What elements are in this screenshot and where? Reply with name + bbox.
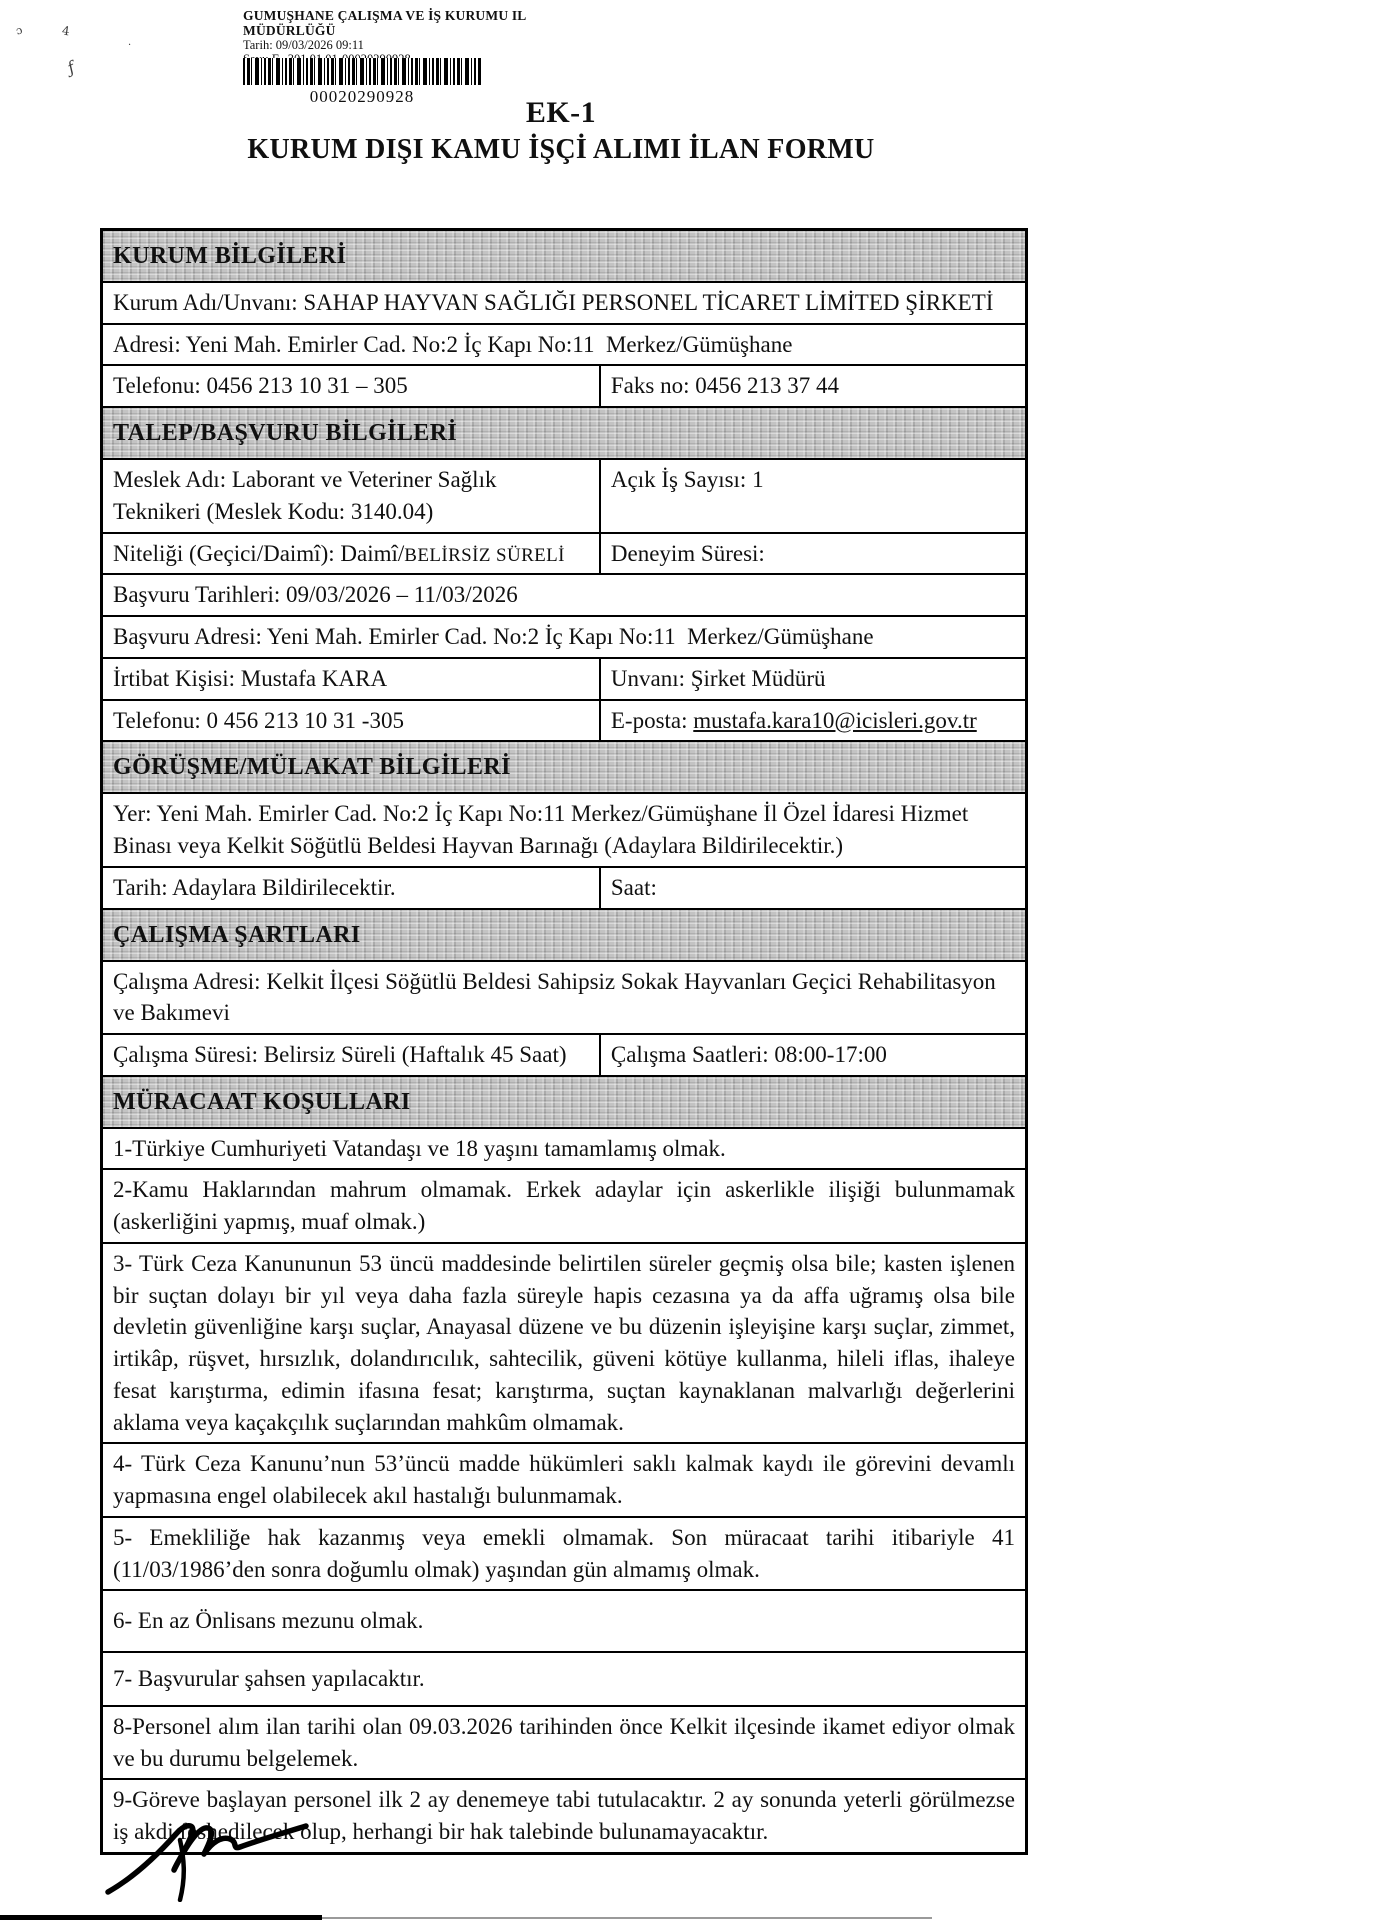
document-date: Tarih: 09/03/2026 09:11 [243,38,364,53]
cell-gorusme-tarih: Tarih: Adaylara Bildirilecektir. [103,868,601,908]
condition-item-8: 8-Personel alım ilan tarihi olan 09.03.2026 tarihinden önce Kelkit ilçesinde ikamet ediyor olmak ve bu durumu belgelemek. [103,1705,1025,1778]
handwritten-signature [102,1812,317,1902]
section-header-talep-basvuru: TALEP/BAŞVURU BİLGİLERİ [103,406,1025,458]
cell-calisma-suresi: Çalışma Süresi: Belirsiz Süreli (Haftalık 45 Saat) [103,1035,601,1075]
scan-artifact: 4 [61,23,71,39]
row-tarih-saat [103,866,1025,908]
section-header-kurum-bilgileri: KURUM BİLGİLERİ [103,231,1025,281]
annex-label: EK-1 [525,96,597,129]
scan-artifact: ƒ [64,57,78,78]
row-gorusme-yer: Yer: Yeni Mah. Emirler Cad. No:2 İç Kapı No:11 Merkez/Gümüşhane İl Özel İdaresi Hizmet Binası veya Kelkit Söğütlü Beldesi Hayvan Barınağı (Adaylara Bildirilecektir.) [103,792,1025,865]
issuing-office-line2: MÜDÜRLÜĞÜ [243,23,336,39]
condition-item-1: 1-Türkiye Cumhuriyeti Vatandaşı ve 18 yaşını tamamlamış olmak. [103,1127,1025,1169]
eposta-address: mustafa.kara10@icisleri.gov.tr [693,707,977,733]
document-titles [100,96,1022,166]
row-irtibat-unvan [103,657,1025,699]
form-table [100,228,1028,1855]
issuing-office-line1: GUMUŞHANE ÇALIŞMA VE İŞ KURUMU IL [243,8,527,23]
cell-kurum-telefon: Telefonu: 0456 213 10 31 – 305 [103,366,601,406]
condition-item-2: 2-Kamu Haklarından mahrum olmamak. Erkek adaylar için askerlikle ilişiği bulunmamak (askerliğini yapmış, muaf olmak.) [103,1168,1025,1241]
cell-gorusme-saat: Saat: [610,874,657,900]
cell-acik-is-sayisi: Açık İş Sayısı: 1 [610,467,764,493]
row-basvuru-adresi: Başvuru Adresi: Yeni Mah. Emirler Cad. No:2 İç Kapı No:11 Merkez/Gümüşhane [103,615,1025,657]
row-sure-saatler [103,1033,1025,1075]
section-header-gorusme-mulakat: GÖRÜŞME/MÜLAKAT BİLGİLERİ [103,740,1025,792]
cell-unvan: Unvanı: Şirket Müdürü [610,665,826,691]
niteligi-caps-text: BELİRSİZ SÜRELİ [404,544,565,566]
condition-item-7: 7- Başvurular şahsen yapılacaktır. [103,1651,1025,1705]
scan-artifact: ɔ [14,23,25,38]
row-meslek-acikis [103,458,1025,531]
row-kurum-adi: Kurum Adı/Unvanı: SAHAP HAYVAN SAĞLIĞI PERSONEL TİCARET LİMİTED ŞİRKETİ [103,281,1025,323]
cell-eposta [601,701,1025,741]
row-kurum-adresi: Adresi: Yeni Mah. Emirler Cad. No:2 İç Kapı No:11 Merkez/Gümüşhane [103,323,1025,365]
scan-artifact: · [128,40,132,51]
cell-talep-telefon: Telefonu: 0 456 213 10 31 -305 [103,701,601,741]
row-basvuru-tarihleri: Başvuru Tarihleri: 09/03/2026 – 11/03/2026 [103,573,1025,615]
form-title: KURUM DIŞI KAMU İŞÇİ ALIMI İLAN FORMU [247,134,875,165]
condition-item-4: 4- Türk Ceza Kanunu’nun 53’üncü madde hükümleri saklı kalmak kaydı ile görevini devamlı yapmasına engel olabilecek akıl hastalığı bulunmamak. [103,1442,1025,1515]
cell-niteligi [103,534,601,574]
row-calisma-adresi: Çalışma Adresi: Kelkit İlçesi Söğütlü Beldesi Sahipsiz Sokak Hayvanları Geçici Rehabilitasyon ve Bakımevi [103,960,1025,1033]
scan-edge-strip [0,1915,322,1920]
condition-item-6: 6- En az Önlisans mezunu olmak. [103,1589,1025,1651]
cell-irtibat-kisisi: İrtibat Kişisi: Mustafa KARA [103,659,601,699]
row-telefon-eposta [103,699,1025,741]
cell-calisma-saatleri: Çalışma Saatleri: 08:00-17:00 [610,1042,887,1068]
section-header-muracaat-kosullari: MÜRACAAT KOŞULLARI [103,1075,1025,1127]
condition-item-9: 9-Göreve başlayan personel ilk 2 ay denemeye tabi tutulacaktır. 2 ay sonunda yeterli görülmezse iş akdi feshedilecek olup, herhangi bir hak talebinde bulunamayacaktır. [103,1778,1025,1851]
cell-deneyim-suresi: Deneyim Süresi: [610,540,765,566]
condition-item-5: 5- Emekliliğe hak kazanmış veya emekli olmamak. Son müracaat tarihi itibariyle 41 (11/03/1986’den sonra doğumlu olmak) yaşından gün almamış olmak. [103,1516,1025,1589]
niteligi-text: Niteliği (Geçici/Daimî): Daimî/ [113,540,405,566]
barcode-number: 00020290928 [309,87,415,106]
cell-kurum-faks: Faks no: 0456 213 37 44 [610,373,839,399]
row-telefon-faks [103,364,1025,406]
scan-edge-line [322,1917,932,1919]
condition-item-3: 3- Türk Ceza Kanununun 53 üncü maddesinde belirtilen süreler geçmiş olsa bile; kasten işlenen bir suçtan dolayı bir yıl veya daha fazla süreyle hapis cezasına ya da affa uğramış olsa bile devletin güvenliğine karşı suçlar, Anayasal düzene ve bu düzenin işleyişine karşı suçlar, zimmet, irtikâp, rüşvet, hırsızlık, dolandırıcılık, sahtecilik, güveni kötüye kullanma, hileli iflas, ihaleye fesat karıştırma, edimin ifasına fesat; karıştırma, suçtan kaynaklanan malvarlığı değerlerini aklama veya kaçakçılık suçlarından mahkûm olmamak. [103,1242,1025,1442]
barcode [243,58,481,85]
eposta-label: E-posta: [610,707,694,733]
section-header-calisma-sartlari: ÇALIŞMA ŞARTLARI [103,908,1025,960]
cell-meslek-adi: Meslek Adı: Laborant ve Veteriner Sağlık Teknikeri (Meslek Kodu: 3140.04) [103,460,601,531]
row-niteligi-deneyim [103,532,1025,574]
